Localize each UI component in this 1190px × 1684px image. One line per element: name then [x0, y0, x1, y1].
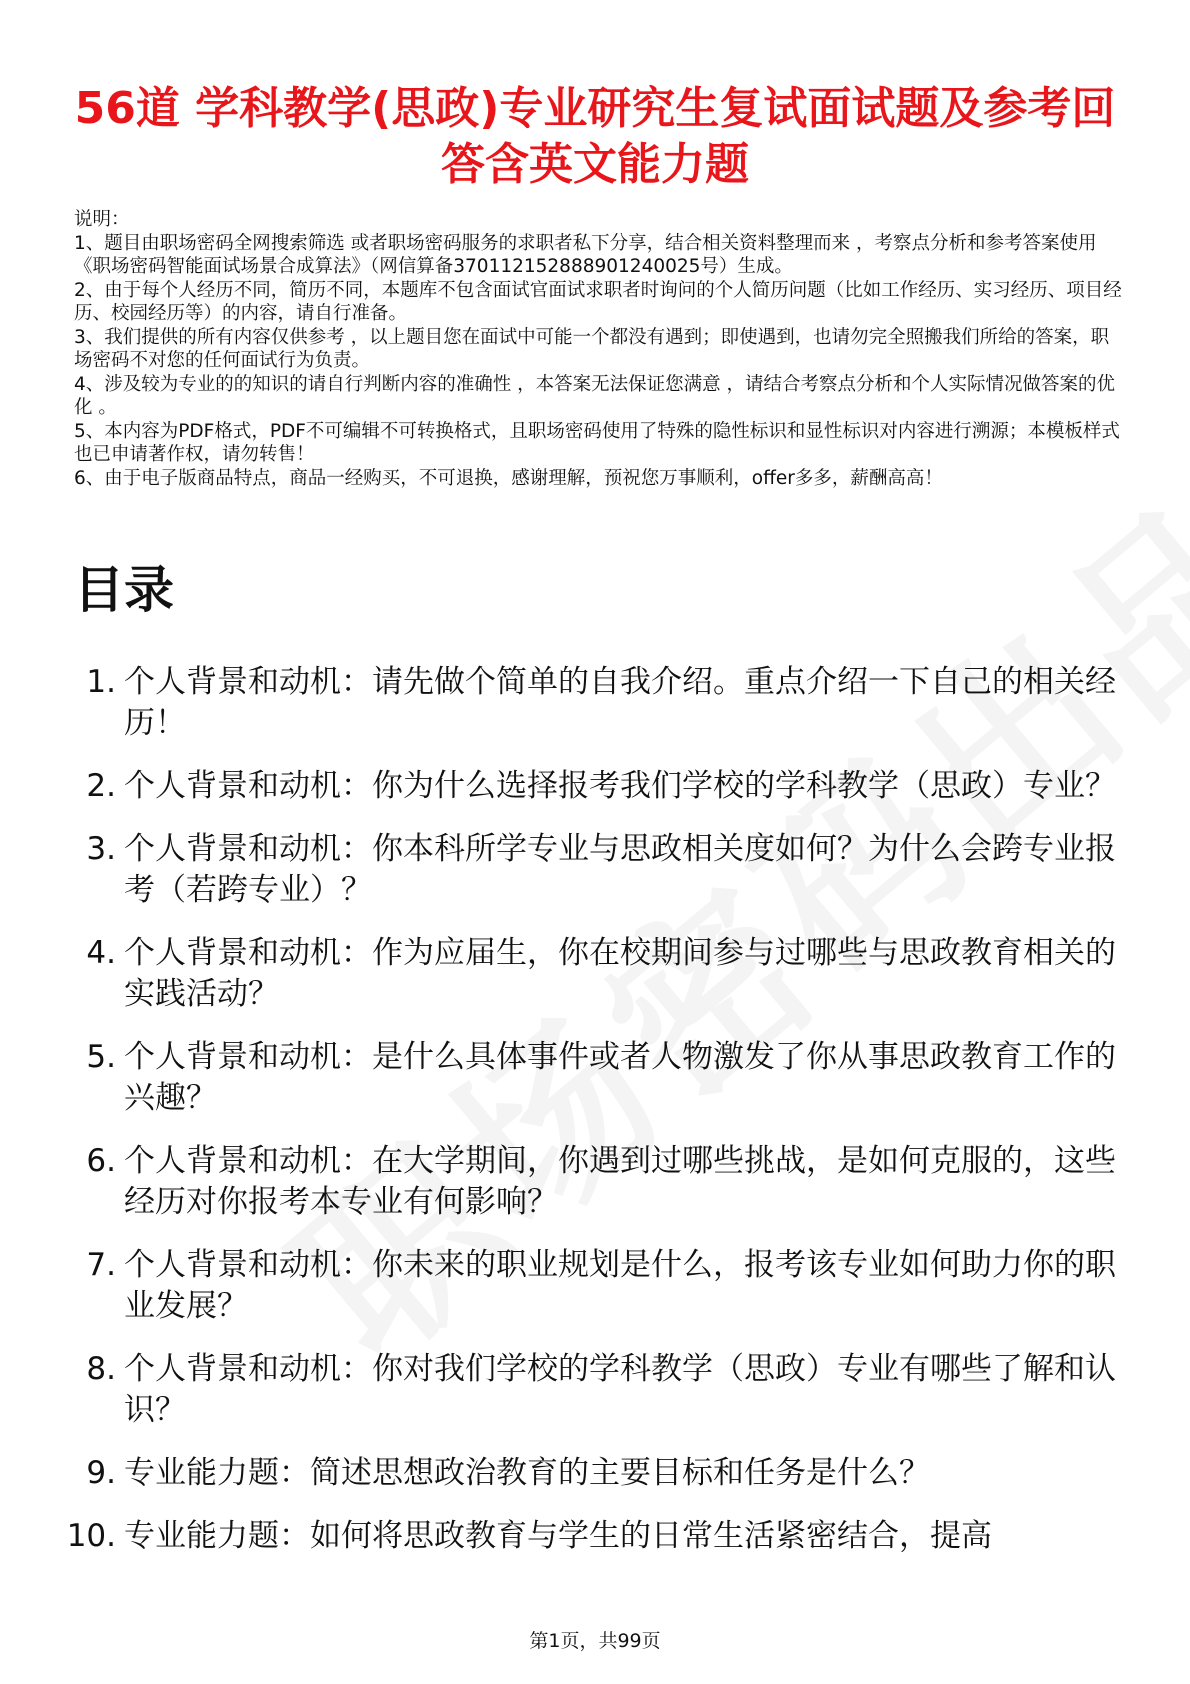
- toc-item-text: 专业能力题：简述思想政治教育的主要目标和任务是什么？: [124, 1455, 930, 1491]
- note-item: 1、题目由职场密码全网搜索筛选 或者职场密码服务的求职者私下分享，结合相关资料整理而来 ，考察点分析和参考答案使用《职场密码智能面试场景合成算法》（网信算备370112152888901240025号）生成。: [74, 232, 1097, 277]
- toc-item[interactable]: [60, 829, 1130, 911]
- toc-item[interactable]: [60, 1453, 1130, 1494]
- toc-item-number: 1.: [86, 664, 116, 700]
- toc-item-number: 3.: [86, 831, 116, 867]
- toc-item-number: 7.: [86, 1247, 116, 1283]
- note-item: 4、涉及较为专业的的知识的请自行判断内容的准确性 ，本答案无法保证您满意 ，请结合考察点分析和个人实际情况做答案的优化 。: [74, 373, 1116, 418]
- page-footer: 第1页，共99页: [529, 1630, 661, 1652]
- toc-item-number: 6.: [86, 1143, 116, 1179]
- toc-item-text: 个人背景和动机：你为什么选择报考我们学校的学科教学（思政）专业？: [124, 768, 1116, 804]
- note-item: 5、本内容为PDF格式，PDF不可编辑不可转换格式，且职场密码使用了特殊的隐性标识和显性标识对内容进行溯源；本模板样式也已申请著作权，请勿转售！: [74, 420, 1120, 465]
- toc-item-number: 4.: [86, 935, 116, 971]
- toc-item-text: 个人背景和动机：请先做个简单的自我介绍。重点介绍一下自己的相关经历！: [124, 664, 1116, 741]
- toc-list: [60, 662, 1130, 1579]
- toc-item-number: 5.: [86, 1039, 116, 1075]
- toc-item-text: 个人背景和动机：作为应届生，你在校期间参与过哪些与思政教育相关的实践活动？: [124, 935, 1116, 1012]
- toc-item[interactable]: [60, 662, 1130, 744]
- note-item: 3、我们提供的所有内容仅供参考 ，以上题目您在面试中可能一个都没有遇到；即使遇到，也请勿完全照搬我们所给的答案，职场密码不对您的任何面试行为负责。: [74, 326, 1110, 371]
- toc-item-text: 个人背景和动机：在大学期间，你遇到过哪些挑战，是如何克服的，这些经历对你报考本专业有何影响？: [124, 1143, 1116, 1220]
- toc-item-text: 个人背景和动机：你对我们学校的学科教学（思政）专业有哪些了解和认识？: [124, 1351, 1116, 1428]
- toc-heading: 目录: [74, 561, 174, 619]
- toc-item-number: 8.: [86, 1351, 116, 1387]
- toc-item-number: 2.: [86, 768, 116, 804]
- toc-item[interactable]: [60, 933, 1130, 1015]
- document-title: 56道 学科教学(思政)专业研究生复试面试题及参考回答含英文能力题: [74, 83, 1116, 191]
- notes-label: 说明：: [74, 209, 130, 230]
- note-item: 6、由于电子版商品特点，商品一经购买，不可退换，感谢理解，预祝您万事顺利，offer多多，薪酬高高！: [74, 467, 943, 489]
- toc-item-number: 10.: [66, 1518, 116, 1554]
- toc-item[interactable]: [60, 766, 1130, 807]
- toc-item-text: 专业能力题：如何将思政教育与学生的日常生活紧密结合，提高: [124, 1518, 992, 1554]
- toc-item-text: 个人背景和动机：你未来的职业规划是什么，报考该专业如何助力你的职业发展？: [124, 1247, 1116, 1324]
- toc-item-number: 9.: [86, 1455, 116, 1491]
- note-item: 2、由于每个人经历不同，简历不同，本题库不包含面试官面试求职者时询问的个人简历问题（比如工作经历、实习经历、项目经历、校园经历等）的内容，请自行准备。: [74, 279, 1122, 324]
- toc-item[interactable]: [60, 1245, 1130, 1327]
- toc-item-text: 个人背景和动机：是什么具体事件或者人物激发了你从事思政教育工作的兴趣？: [124, 1039, 1116, 1116]
- toc-item[interactable]: [60, 1349, 1130, 1431]
- toc-item-text: 个人背景和动机：你本科所学专业与思政相关度如何？为什么会跨专业报考（若跨专业）？: [124, 831, 1116, 908]
- notes-section: [74, 208, 1124, 490]
- toc-item[interactable]: [60, 1037, 1130, 1119]
- toc-item[interactable]: [60, 1516, 1130, 1557]
- toc-item[interactable]: [60, 1141, 1130, 1223]
